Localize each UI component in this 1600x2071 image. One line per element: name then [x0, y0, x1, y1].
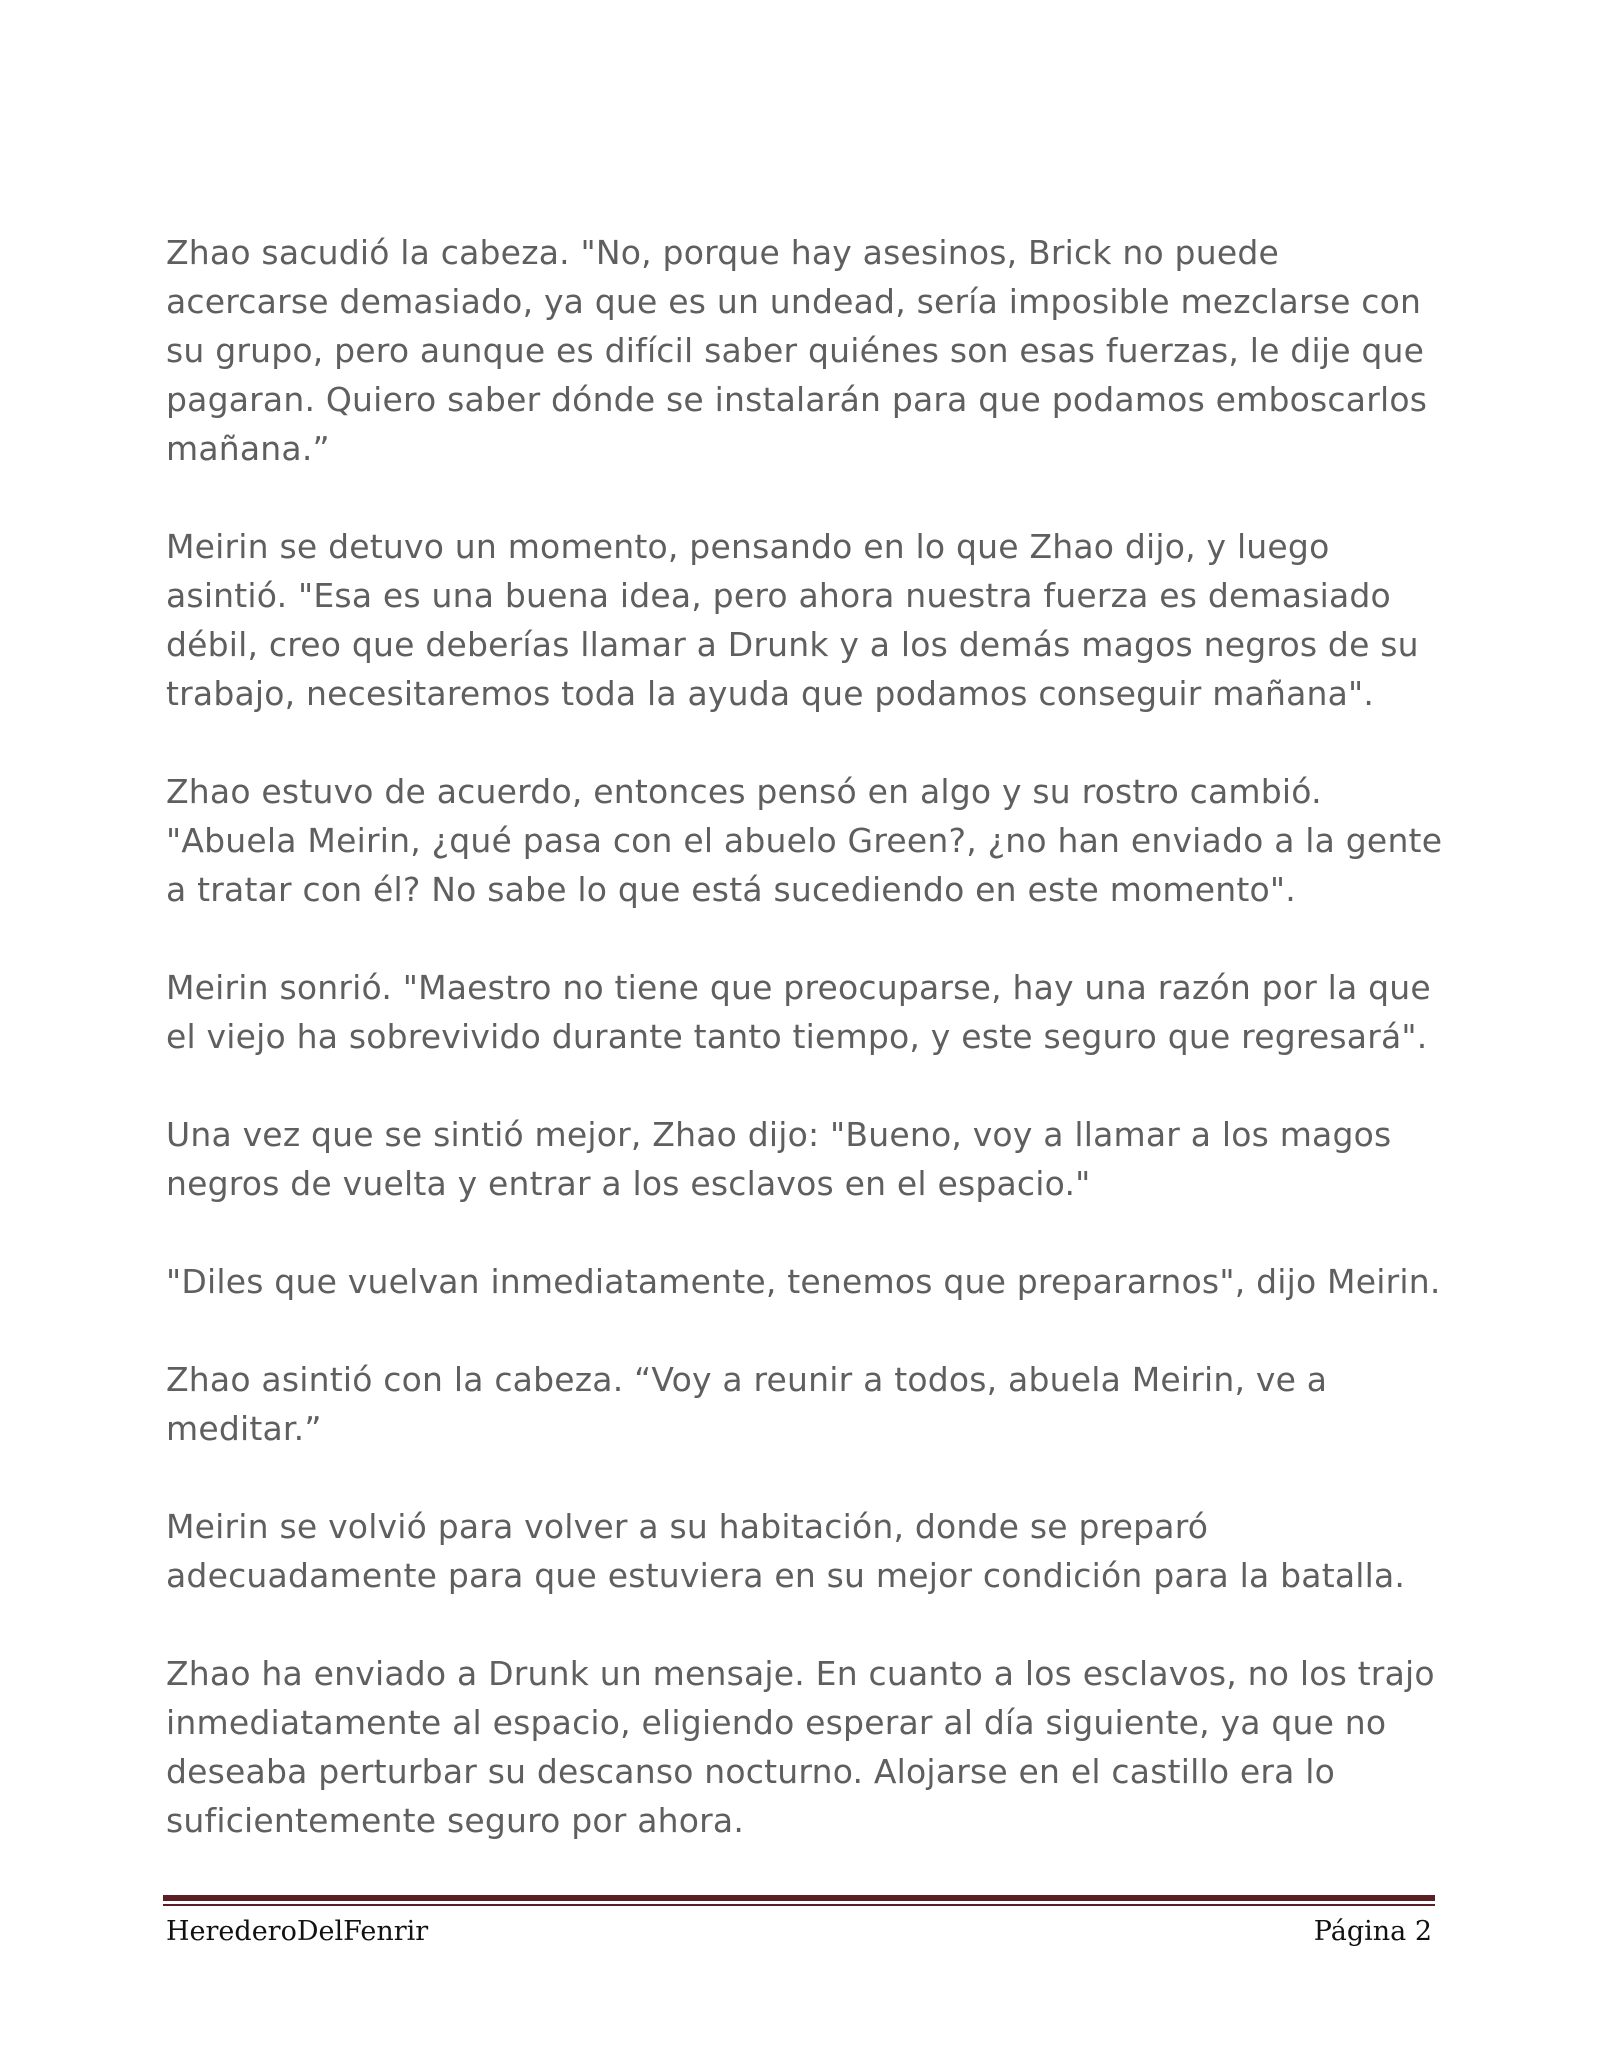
paragraph-7: Zhao asintió con la cabeza. “Voy a reunir a todos, abuela Meirin, ve a meditar.” — [166, 1360, 1328, 1448]
paragraph-5: Una vez que se sintió mejor, Zhao dijo: "Bueno, voy a llamar a los magos negros de vuelta y entrar a los esclavos en el espacio." — [166, 1115, 1392, 1203]
footer-author: HerederoDelFenrir — [166, 1916, 429, 1947]
page-number: Página 2 — [1313, 1916, 1432, 1947]
footer-divider-thick — [163, 1895, 1435, 1901]
page-footer — [166, 1915, 1432, 1949]
paragraph-2: Meirin se detuvo un momento, pensando en lo que Zhao dijo, y luego asintió. "Esa es una buena idea, pero ahora nuestra fuerza es demasiado débil, creo que deberías llamar a Drunk y a los demás magos negros de su trabajo, necesitaremos toda la ayuda que podamos conseguir mañana". — [166, 527, 1419, 713]
footer-divider-thin — [163, 1904, 1435, 1906]
paragraph-1: Zhao sacudió la cabeza. "No, porque hay asesinos, Brick no puede acercarse demasiado, ya que es un undead, sería imposible mezclarse con su grupo, pero aunque es difícil saber quiénes son esas fuerzas, le dije que pagaran. Quiero saber dónde se instalarán para que podamos emboscarlos mañana.” — [166, 233, 1428, 468]
paragraph-4: Meirin sonrió. "Maestro no tiene que preocuparse, hay una razón por la que el viejo ha sobrevivido durante tanto tiempo, y este seguro que regresará". — [166, 968, 1431, 1056]
paragraph-6: "Diles que vuelvan inmediatamente, tenemos que prepararnos", dijo Meirin. — [166, 1262, 1441, 1301]
footer-divider — [163, 1895, 1435, 1906]
paragraph-9: Zhao ha enviado a Drunk un mensaje. En cuanto a los esclavos, no los trajo inmediatamente al espacio, eligiendo esperar al día siguiente, ya que no deseaba perturbar su descanso nocturno. Alojarse en el castillo era lo suficientemente seguro por ahora. — [166, 1654, 1435, 1840]
paragraph-3: Zhao estuvo de acuerdo, entonces pensó en algo y su rostro cambió. "Abuela Meirin, ¿qué pasa con el abuelo Green?, ¿no han enviado a la gente a tratar con él? No sabe lo que está sucediendo en este momento". — [166, 772, 1443, 909]
paragraph-8: Meirin se volvió para volver a su habitación, donde se preparó adecuadamente para que estuviera en su mejor condición para la batalla. — [166, 1507, 1406, 1595]
body-text — [166, 228, 1446, 1894]
